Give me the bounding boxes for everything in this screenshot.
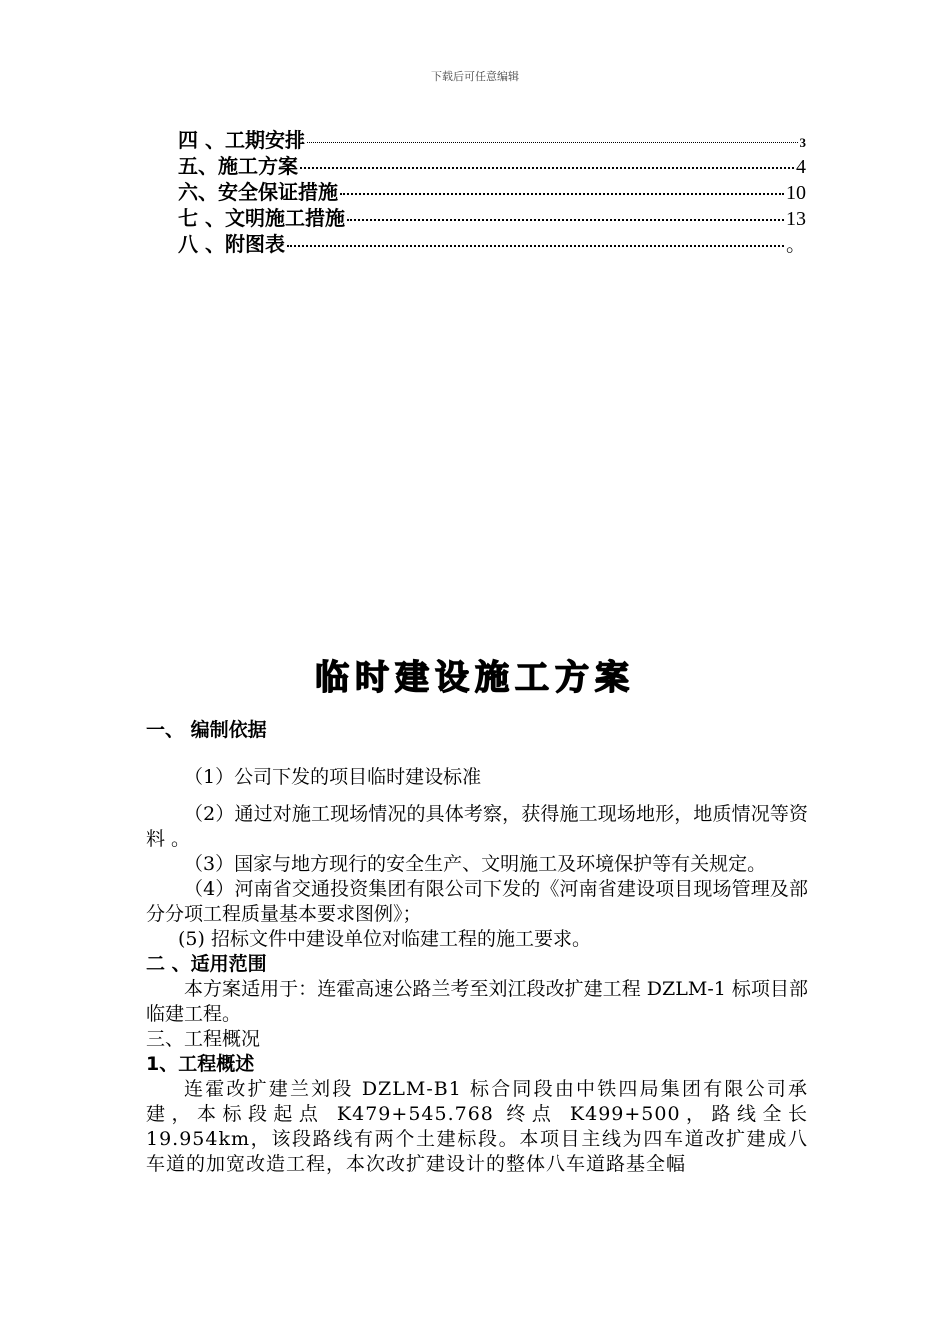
toc-entry[interactable]	[178, 176, 806, 202]
page-header-note: 下载后可任意编辑	[431, 70, 519, 83]
toc-entry-title: 五、施工方案	[178, 154, 298, 178]
toc-entry[interactable]	[178, 150, 806, 176]
toc-leader-dots	[300, 167, 794, 169]
toc-entry-page: 。	[786, 234, 806, 256]
basis-item-3: （3）国家与地方现行的安全生产、文明施工及环境保护等有关规定。	[184, 853, 767, 875]
section-heading-scope: 二 、适用范围	[146, 953, 267, 975]
basis-item-5: (5) 招标文件中建设单位对临建工程的施工要求。	[178, 928, 591, 950]
toc-leader-dots	[307, 142, 798, 143]
scope-paragraph: 本方案适用于：连霍高速公路兰考至刘江段改扩建工程 DZLM-1 标项目部临建工程。	[146, 978, 808, 1025]
table-of-contents	[178, 124, 806, 254]
document-title: 临时建设施工方案	[315, 658, 635, 698]
document-body	[146, 718, 808, 1177]
toc-entry-title: 六、安全保证措施	[178, 180, 338, 204]
toc-entry-page: 4	[796, 156, 806, 178]
section-heading-basis: 一、 编制依据	[146, 719, 267, 741]
toc-entry-page: 13	[786, 208, 806, 230]
toc-entry[interactable]	[178, 228, 806, 254]
toc-leader-dots	[287, 245, 784, 247]
toc-leader-dots	[340, 193, 784, 195]
basis-item-4: （4）河南省交通投资集团有限公司下发的《河南省建设项目现场管理及部分分项工程质量基本要求图例》；	[146, 878, 808, 925]
basis-item-1: （1）公司下发的项目临时建设标准	[184, 766, 482, 788]
basis-item-2: （2）通过对施工现场情况的具体考察，获得施工现场地形，地质情况等资料 。	[146, 803, 808, 850]
section-heading-overview: 三、工程概况	[146, 1028, 261, 1050]
toc-entry-title: 七 、文明施工措施	[178, 206, 345, 230]
toc-entry-page: 3	[799, 135, 806, 150]
overview-paragraph: 连霍改扩建兰刘段 DZLM-B1 标合同段由中铁四局集团有限公司承建，本标段起点 K479+545.768 终点 K499+500，路线全长 19.954km，该段路线有两个土建标段。本项目主线为四车道改扩建成八车道的加宽改造工程，本次改扩建设计的整体八车道路基全幅	[146, 1078, 808, 1175]
toc-entry-title: 八 、附图表	[178, 232, 285, 256]
toc-entry[interactable]	[178, 124, 806, 150]
toc-leader-dots	[347, 219, 784, 221]
toc-entry-title: 四 、工期安排	[178, 128, 305, 152]
toc-entry[interactable]	[178, 202, 806, 228]
toc-entry-page: 10	[786, 182, 806, 204]
subsection-heading-overview: 1、工程概述	[146, 1053, 255, 1075]
